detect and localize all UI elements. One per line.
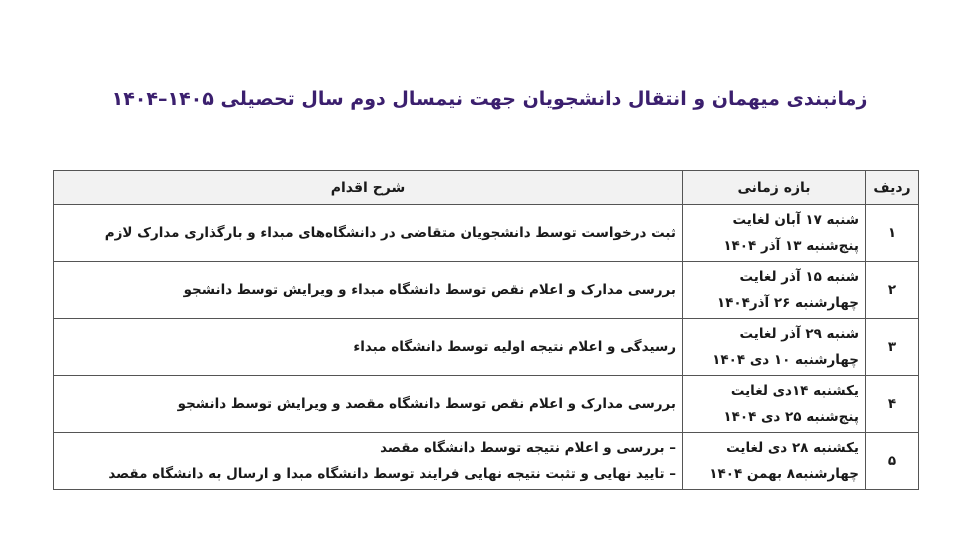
page-title: زمانبندی میهمان و انتقال دانشجویان جهت نیمسال دوم سال تحصیلی ۱۴۰۵–۱۴۰۴ (111, 88, 868, 110)
range-start: یکشنبه ۱۴دی لغایت (730, 383, 859, 399)
table-row (54, 376, 919, 433)
table-row (54, 205, 919, 262)
description-line: ثبت درخواست توسط دانشجویان متقاضی در دانشگاه‌های مبداء و بارگذاری مدارک لازم (104, 225, 676, 241)
row-time-range (683, 262, 866, 319)
row-index: ۴ (866, 376, 919, 433)
header-index: ردیف (866, 171, 919, 205)
range-start: شنبه ۲۹ آذر لغایت (739, 326, 859, 342)
table-row (54, 319, 919, 376)
row-description (54, 205, 683, 262)
table-row (54, 433, 919, 490)
table-header-row (54, 171, 919, 205)
description-line: بررسی مدارک و اعلام نقص توسط دانشگاه مبداء و ویرایش توسط دانشجو (183, 282, 676, 298)
row-index: ۲ (866, 262, 919, 319)
description-line: – بررسی و اعلام نتیجه توسط دانشگاه مقصد (380, 440, 676, 456)
header-time-range: بازه زمانی (683, 171, 866, 205)
range-end: چهارشنبه ۲۶ آذر۱۴۰۴ (716, 295, 859, 311)
schedule-table (53, 170, 919, 490)
header-description: شرح اقدام (54, 171, 683, 205)
row-description (54, 262, 683, 319)
row-index: ۵ (866, 433, 919, 490)
row-index: ۱ (866, 205, 919, 262)
row-description (54, 433, 683, 490)
range-end: چهارشنبه۸ بهمن ۱۴۰۴ (709, 466, 859, 482)
table-row (54, 262, 919, 319)
row-time-range (683, 319, 866, 376)
row-description (54, 319, 683, 376)
row-time-range (683, 205, 866, 262)
range-end: پنج‌شنبه ۱۳ آذر ۱۴۰۴ (723, 238, 859, 254)
range-end: پنج‌شنبه ۲۵ دی ۱۴۰۴ (723, 409, 859, 425)
row-time-range (683, 376, 866, 433)
range-end: چهارشنبه ۱۰ دی ۱۴۰۴ (712, 352, 859, 368)
description-line: رسیدگی و اعلام نتیجه اولیه توسط دانشگاه مبداء (353, 339, 676, 355)
row-time-range (683, 433, 866, 490)
description-line: – تایید نهایی و تثبت نتیجه نهایی فرایند توسط دانشگاه مبدا و ارسال به دانشگاه مقصد (108, 466, 676, 482)
range-start: یکشنبه ۲۸ دی لغایت (726, 440, 859, 456)
range-start: شنبه ۱۵ آذر لغایت (739, 269, 859, 285)
row-description (54, 376, 683, 433)
range-start: شنبه ۱۷ آبان لغایت (732, 212, 859, 228)
row-index: ۳ (866, 319, 919, 376)
description-line: بررسی مدارک و اعلام نقص توسط دانشگاه مقصد و ویرایش توسط دانشجو (177, 396, 676, 412)
